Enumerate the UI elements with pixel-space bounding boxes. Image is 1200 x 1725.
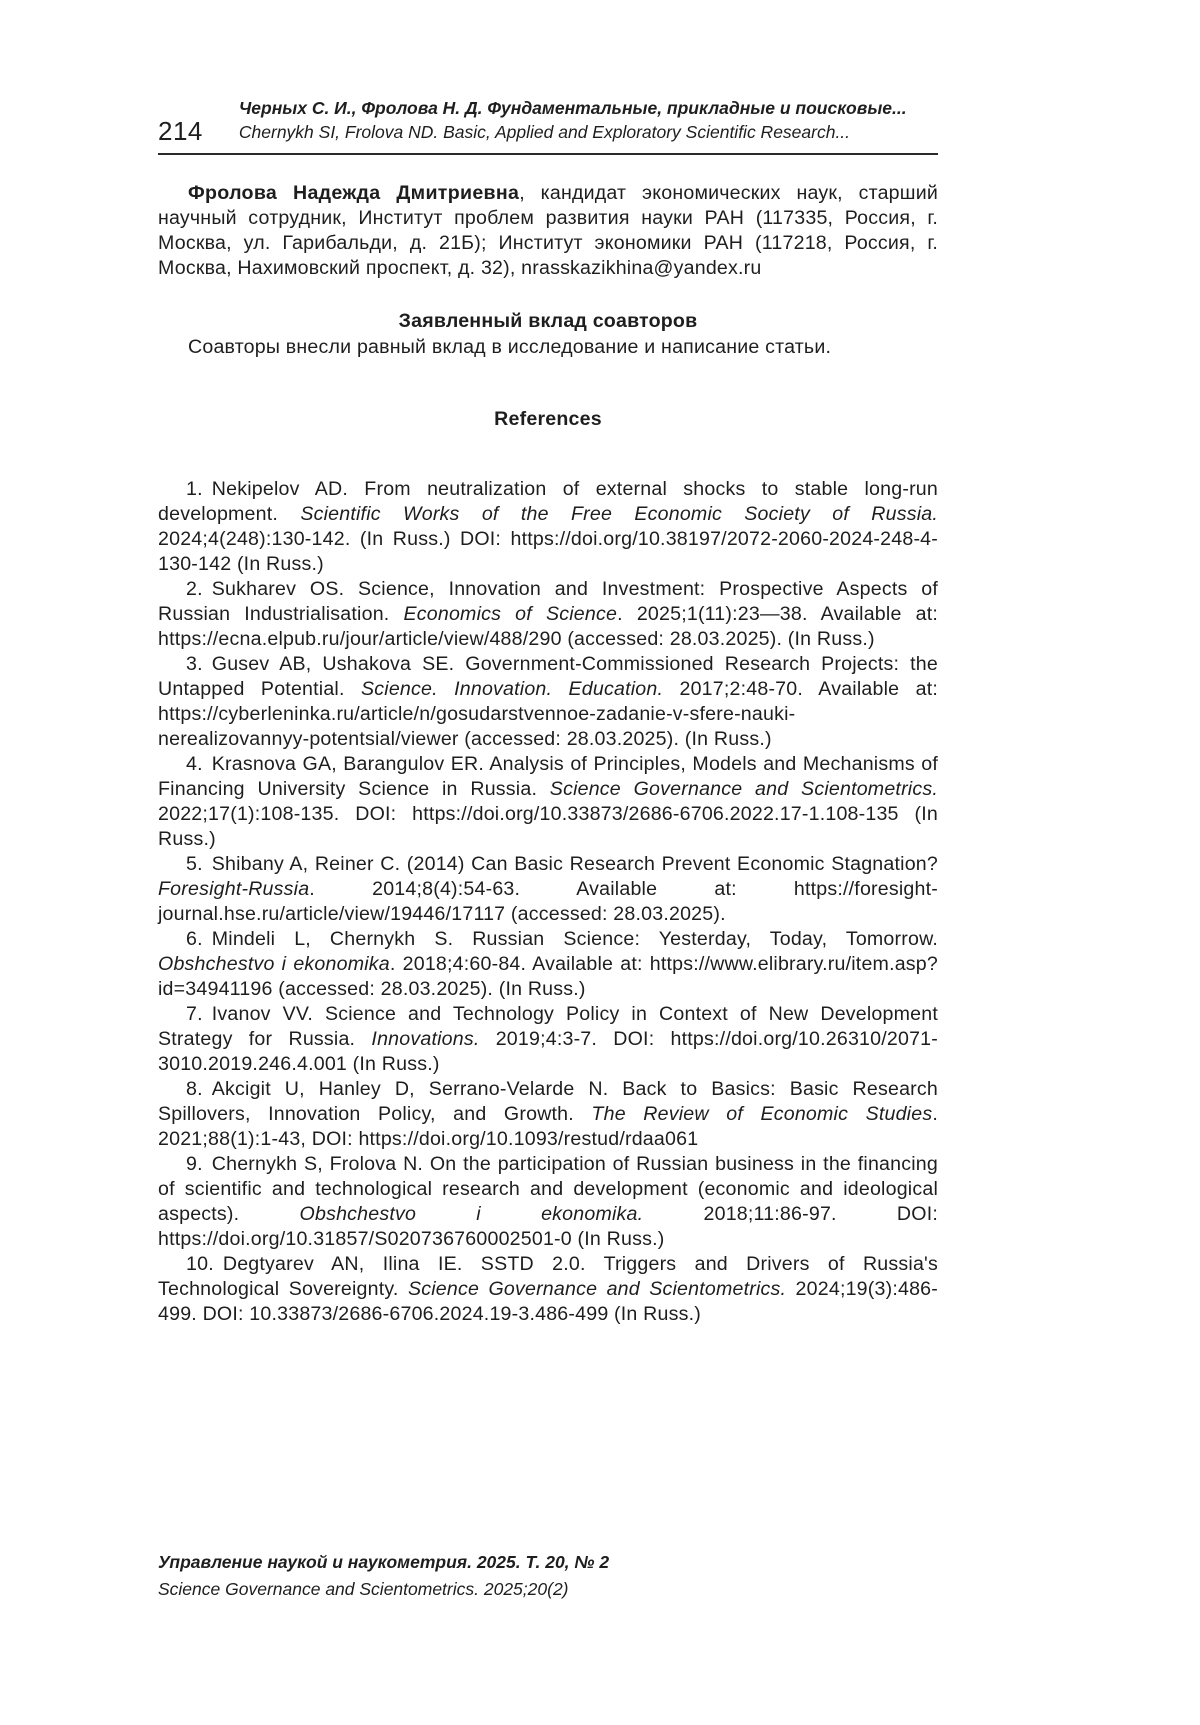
running-title-english: Chernykh SI, Frolova ND. Basic, Applied and Exploratory Scientific Research...	[238, 122, 851, 142]
reference-journal-title: Obshchestvo i ekonomika.	[299, 1203, 644, 1225]
author-details: , кандидат экономических наук, старший научный сотрудник, Институт проблем развития науки РАН (117335, Россия, г. Москва, ул. Гарибальди, д. 21Б); Институт экономики РАН (117218, Россия, г. Москва, Нахимовский проспект, д. 32), nrasskazikhina@yandex.ru	[158, 182, 938, 279]
page-footer	[158, 1548, 938, 1602]
reference-text: . 2021;88(1):1-43, DOI: https://doi.org/10.1093/restud/rdaa061	[158, 1103, 938, 1150]
page-content	[158, 96, 938, 1327]
page-number: 214	[158, 116, 203, 146]
reference-number: 7.	[186, 1003, 203, 1025]
author-info-paragraph	[158, 181, 938, 281]
reference-text: Degtyarev AN, Ilina IE. SSTD 2.0. Triggers and Drivers of Russia's Technological Sovereignty.	[158, 1253, 938, 1300]
reference-item	[158, 577, 938, 652]
reference-text: Mindeli L, Chernykh S. Russian Science: Yesterday, Today, Tomorrow.	[211, 928, 938, 950]
reference-journal-title: Science. Innovation. Education.	[361, 678, 664, 700]
reference-journal-title: Scientific Works of the Free Economic Society of Russia.	[300, 503, 938, 525]
reference-text: 2024;4(248):130-142. (In Russ.) DOI: https://doi.org/10.38197/2072-2060-2024-248-4-130-142 (In Russ.)	[158, 528, 938, 575]
contribution-heading: Заявленный вклад соавторов	[398, 310, 698, 332]
reference-item	[158, 652, 938, 752]
reference-item	[158, 1002, 938, 1077]
contribution-text: Соавторы внесли равный вклад в исследование и написание статьи.	[188, 336, 832, 358]
reference-text: Chernykh S, Frolova N. On the participation of Russian business in the financing of scientific and technological research and development (economic and ideological aspects).	[158, 1153, 938, 1225]
footer-journal-title-english: Science Governance and Scientometrics. 2025;20(2)	[158, 1579, 569, 1599]
reference-item	[158, 477, 938, 577]
reference-number: 8.	[186, 1078, 203, 1100]
reference-text: 2018;11:86-97. DOI: https://doi.org/10.31857/S020736760002501-0 (In Russ.)	[158, 1203, 938, 1250]
reference-journal-title: Economics of Science	[403, 603, 618, 625]
reference-item	[158, 1077, 938, 1152]
running-header	[158, 96, 938, 155]
reference-text: Shibany A, Reiner C. (2014) Can Basic Research Prevent Economic Stagnation?	[211, 853, 938, 875]
reference-text: . 2018;4:60-84. Available at: https://www.elibrary.ru/item.asp?id=34941196 (accessed: 28.03.2025). (In Russ.)	[158, 953, 938, 1000]
reference-text: 2019;4:3-7. DOI: https://doi.org/10.26310/2071-3010.2019.246.4.001 (In Russ.)	[158, 1028, 938, 1075]
reference-journal-title: Science Governance and Scientometrics.	[549, 778, 938, 800]
running-title-russian: Черных С. И., Фролова Н. Д. Фундаментальные, прикладные и поисковые...	[238, 98, 907, 118]
reference-text: 2017;2:48-70. Available at: https://cyberleninka.ru/article/n/gosudarstvennoe-zadanie-v-sfere-nauki-nerealizovannyy-potentsial/viewer (accessed: 28.03.2025). (In Russ.)	[158, 678, 938, 750]
reference-number: 9.	[186, 1153, 203, 1175]
running-titles	[223, 96, 938, 144]
reference-text: Akcigit U, Hanley D, Serrano-Velarde N. Back to Basics: Basic Research Spillovers, Innovation Policy, and Growth.	[158, 1078, 938, 1125]
reference-text: Sukharev OS. Science, Innovation and Investment: Prospective Aspects of Russian Industrialisation.	[158, 578, 938, 625]
reference-number: 6.	[186, 928, 203, 950]
reference-number: 1.	[186, 478, 203, 500]
reference-journal-title: Foresight-Russia	[158, 878, 310, 900]
reference-number: 4.	[186, 753, 203, 775]
reference-text: Krasnova GA, Barangulov ER. Analysis of Principles, Models and Mechanisms of Financing University Science in Russia.	[158, 753, 938, 800]
references-list	[158, 477, 938, 1327]
reference-journal-title: The Review of Economic Studies	[591, 1103, 933, 1125]
reference-number: 3.	[186, 653, 203, 675]
reference-item	[158, 752, 938, 852]
reference-journal-title: Obshchestvo i ekonomika	[158, 953, 390, 975]
reference-text: . 2025;1(11):23—38. Available at: https://ecna.elpub.ru/jour/article/view/488/290 (accessed: 28.03.2025). (In Russ.)	[158, 603, 938, 650]
reference-text: Gusev AB, Ushakova SE. Government-Commissioned Research Projects: the Untapped Potential.	[158, 653, 938, 700]
reference-number: 2.	[186, 578, 203, 600]
footer-journal-title-russian: Управление наукой и наукометрия. 2025. Т. 20, № 2	[158, 1552, 610, 1572]
author-name: Фролова Надежда Дмитриевна	[188, 182, 520, 204]
references-heading: References	[494, 408, 602, 430]
reference-number: 10.	[186, 1253, 214, 1275]
reference-text: Ivanov VV. Science and Technology Policy in Context of New Development Strategy for Russia.	[158, 1003, 938, 1050]
reference-item	[158, 1152, 938, 1252]
reference-text: 2024;19(3):486-499. DOI: 10.33873/2686-6706.2024.19-3.486-499 (In Russ.)	[158, 1278, 938, 1325]
reference-number: 5.	[186, 853, 203, 875]
reference-text: 2022;17(1):108-135. DOI: https://doi.org/10.33873/2686-6706.2022.17-1.108-135 (In Russ.)	[158, 803, 938, 850]
reference-item	[158, 1252, 938, 1327]
reference-item	[158, 927, 938, 1002]
reference-journal-title: Science Governance and Scientometrics.	[407, 1278, 787, 1300]
reference-text: . 2014;8(4):54-63. Available at: https://foresight-journal.hse.ru/article/view/19446/17117 (accessed: 28.03.2025).	[158, 878, 938, 925]
reference-item	[158, 852, 938, 927]
reference-text: Nekipelov AD. From neutralization of external shocks to stable long-run development.	[158, 478, 938, 525]
reference-journal-title: Innovations.	[371, 1028, 480, 1050]
